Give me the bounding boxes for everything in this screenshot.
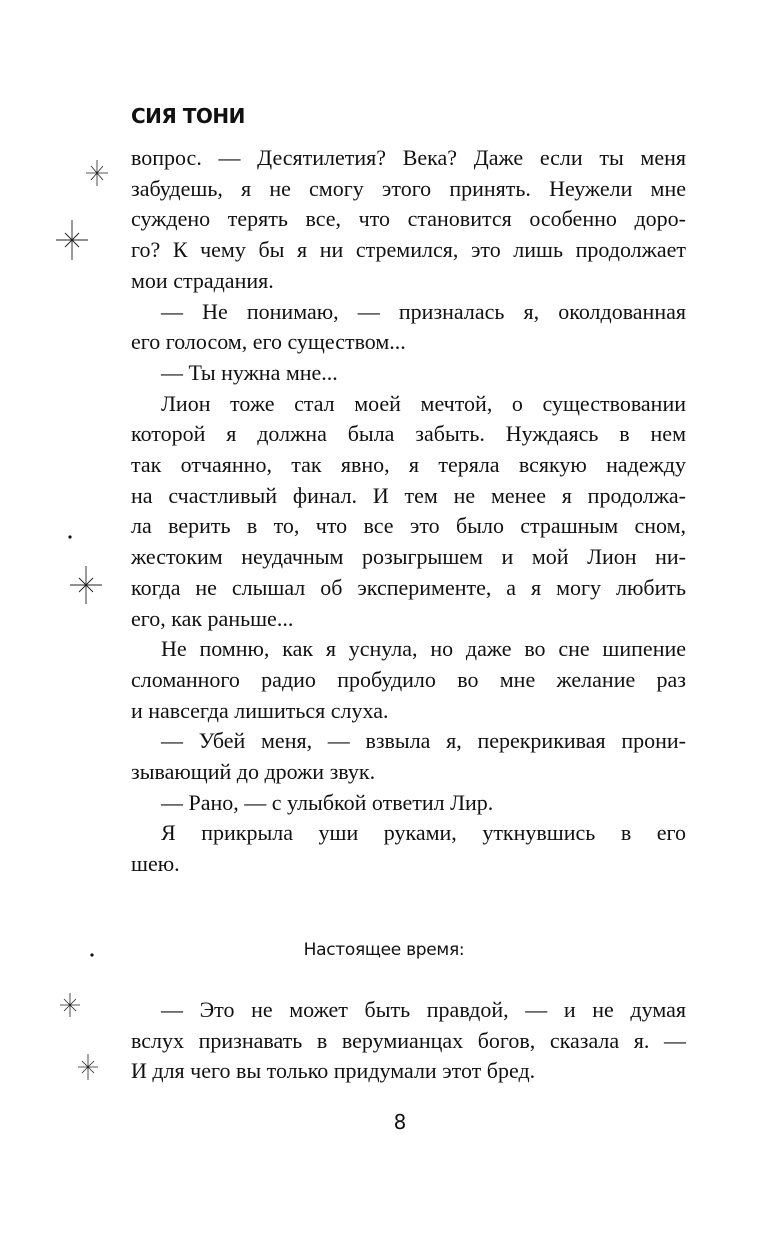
dot-star-icon [68, 535, 72, 539]
text-line: суждено терять все, что становится особенно доро- [131, 206, 686, 232]
text-line: жестоким неудачным розыгрышем и мой Лион ни- [131, 544, 686, 570]
text-line: — Убей меня, — взвыла я, перекрикивая прони- [161, 728, 686, 754]
text-line: — Это не может быть правдой, — и не думая [161, 997, 686, 1022]
text-line: его голосом, его существом... [131, 329, 406, 355]
running-head-author: СИЯ ТОНИ [131, 104, 245, 128]
sparkle-star-icon [70, 566, 102, 604]
text-line: забудешь, я не смогу этого принять. Неужели мне [131, 175, 686, 201]
text-line: мои страдания. [131, 267, 274, 293]
text-line: Не помню, как я уснула, но даже во сне шипение [161, 636, 686, 662]
text-line: его, как раньше... [131, 605, 294, 631]
text-line: го? К чему бы я ни стремился, это лишь продолжает [131, 237, 686, 263]
text-line: И для чего вы только придумали этот бред. [131, 1058, 536, 1084]
text-line: вопрос. — Десятилетия? Века? Даже если ты меня [131, 145, 686, 170]
text-line: ла верить в то, что все это было страшным сном, [131, 513, 686, 539]
sparkle-star-icon [60, 993, 80, 1017]
page-number: 8 [393, 1110, 407, 1134]
text-line: сломанного радио пробудило во мне желание раз [131, 666, 686, 692]
text-line: Я прикрыла уши руками, уткнувшись в его [161, 820, 686, 846]
text-line: и навсегда лишиться слуха. [131, 697, 389, 723]
sparkle-star-icon [86, 160, 108, 186]
text-line: — Рано, — с улыбкой ответил Лир. [161, 789, 494, 815]
text-line: зывающий до дрожи звук. [131, 759, 376, 784]
dot-star-icon [90, 953, 94, 957]
text-line: вслух признавать в верумианцах богов, сказала я. — [131, 1027, 686, 1053]
section-heading: Настоящее время: [303, 940, 465, 960]
text-line: — Не понимаю, — призналась я, околдованная [161, 298, 686, 324]
sparkle-star-icon [56, 220, 88, 260]
text-line: которой я должна была забыть. Нуждаясь в нем [131, 421, 686, 447]
text-line: шею. [131, 851, 180, 877]
text-line: — Ты нужна мне... [161, 359, 338, 385]
sparkle-star-icon [78, 1054, 98, 1080]
text-line: на счастливый финал. И тем не менее я продолжа- [131, 482, 686, 508]
text-line: когда не слышал об эксперименте, а я могу любить [131, 574, 686, 600]
text-line: Лион тоже стал моей мечтой, о существовании [161, 390, 686, 416]
text-line: так отчаянно, так явно, я теряла всякую надежду [131, 452, 686, 477]
